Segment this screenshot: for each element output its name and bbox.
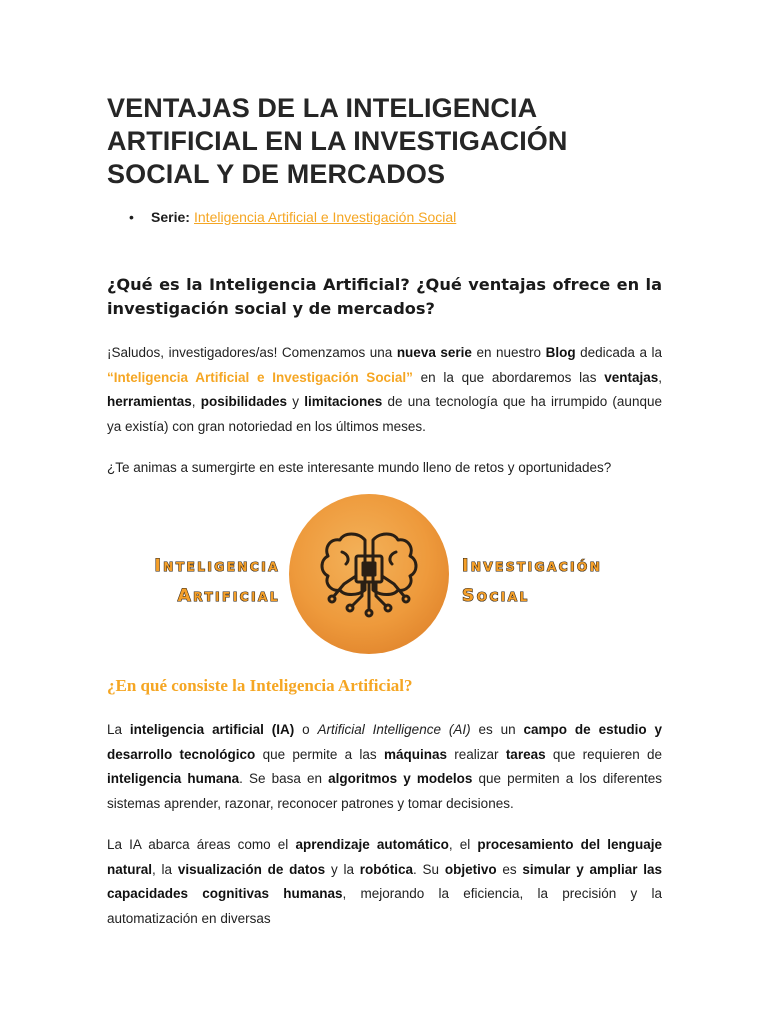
- page-title: VENTAJAS DE LA INTELIGENCIA ARTIFICIAL EN LA INVESTIGACIÓN SOCIAL Y DE MERCADOS: [107, 93, 568, 189]
- text: y: [287, 394, 305, 409]
- highlight-text: “Inteligencia Artificial e Investigación Social”: [107, 369, 413, 385]
- bold-text: ventajas: [604, 369, 659, 385]
- bold-text: máquinas: [383, 746, 447, 762]
- text: . Su: [413, 861, 445, 877]
- bold-text: simular y ampliar las capacidades cognitivas humanas: [107, 861, 663, 901]
- series-link[interactable]: Inteligencia Artificial e Investigación Social: [194, 209, 457, 225]
- text: ¡Saludos, investigadores/as! Comenzamos una: [107, 345, 397, 360]
- bold-text: inteligencia humana: [107, 771, 240, 786]
- text: ,: [191, 394, 201, 409]
- banner-right-line1: Investigación: [462, 556, 603, 576]
- bold-text: posibilidades: [200, 394, 288, 409]
- text: ,: [658, 369, 662, 385]
- text: o: [294, 722, 318, 737]
- bold-text: tareas: [505, 746, 546, 762]
- ai-definition-paragraph: [107, 718, 662, 816]
- bold-text: nueva serie: [396, 345, 472, 360]
- banner-left-line1: Inteligencia: [154, 556, 280, 576]
- banner-left-line2: Artificial: [177, 586, 280, 606]
- text: La: [107, 722, 130, 737]
- text: que permite a las: [255, 746, 384, 762]
- bold-text: robótica: [359, 861, 414, 877]
- section-heading-ai-definition: ¿En qué consiste la Inteligencia Artificial?: [107, 676, 413, 695]
- bold-text: herramientas: [107, 394, 192, 409]
- intro-paragraph: [107, 341, 662, 439]
- text: de una tecnología que ha irrumpido (aunque ya existía) con gran notoriedad en los últimos meses.: [107, 394, 662, 434]
- bold-text: inteligencia artificial (IA): [129, 722, 295, 737]
- text: , mejorando la eficiencia, la precisión y la automatización en diversas: [107, 886, 663, 926]
- bold-text: limitaciones: [304, 394, 383, 409]
- text: que permiten a los diferentes sistemas aprender, razonar, reconocer patrones y tomar decisiones.: [107, 771, 663, 811]
- bold-text: campo de estudio y desarrollo tecnológico: [107, 722, 662, 762]
- bold-text: aprendizaje automático: [295, 837, 449, 852]
- text: que requieren de: [545, 746, 663, 762]
- invitation-paragraph: ¿Te animas a sumergirte en este interesante mundo lleno de retos y oportunidades?: [107, 460, 612, 475]
- text: realizar: [447, 746, 506, 762]
- bold-text: objetivo: [444, 861, 497, 877]
- bold-text: visualización de datos: [177, 861, 326, 877]
- banner-right-line2: Social: [462, 586, 530, 606]
- text: dedicada a la: [575, 345, 663, 360]
- bullet-dot: •: [129, 209, 134, 225]
- bold-text: algoritmos y modelos: [328, 771, 473, 786]
- ai-areas-paragraph: [107, 833, 662, 931]
- section-heading-what-is-ai: ¿Qué es la Inteligencia Artificial? ¿Qué ventajas ofrece en la investigación social y de mercados?: [107, 275, 662, 318]
- italic-text: Artificial Intelligence (AI): [317, 722, 471, 737]
- text: es un: [470, 722, 524, 737]
- text: y la: [325, 861, 360, 877]
- text: , el: [448, 837, 478, 852]
- bold-text: procesamiento del lenguaje natural: [107, 837, 662, 877]
- text: La IA abarca áreas como el: [107, 837, 296, 852]
- ai-social-banner: [118, 492, 648, 656]
- text: . Se basa en: [239, 771, 329, 786]
- bold-text: Blog: [545, 345, 576, 360]
- series-label: Serie:: [151, 209, 190, 225]
- text: en la que abordaremos las: [412, 369, 605, 385]
- text: , la: [152, 861, 178, 877]
- text: es: [496, 861, 523, 877]
- text: en nuestro: [471, 345, 546, 360]
